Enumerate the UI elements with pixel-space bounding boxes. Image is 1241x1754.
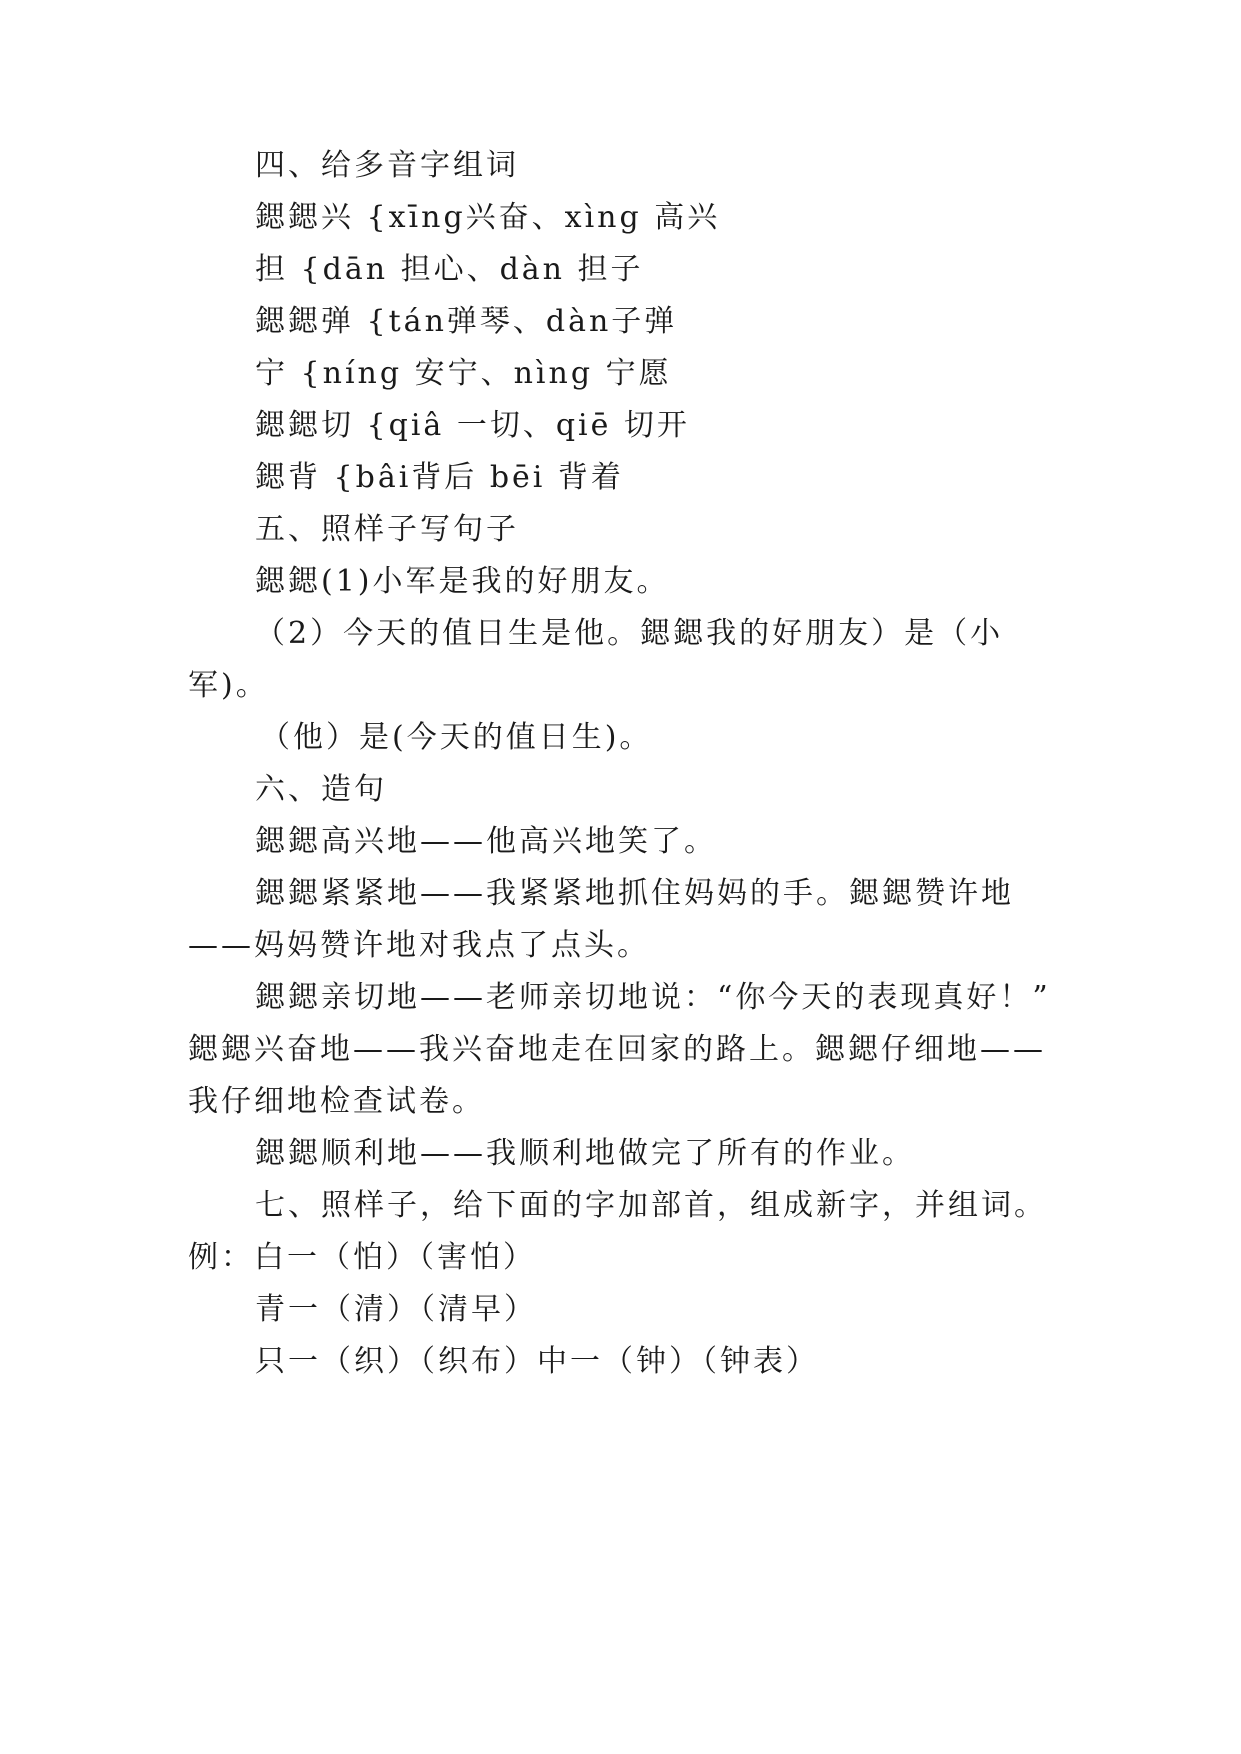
text-line: 鍶鍶顺利地——我顺利地做完了所有的作业。 <box>255 1136 915 1171</box>
text-line: 鍶鍶兴奋地——我兴奋地走在回家的路上。鍶鍶仔细地—— <box>188 1032 1046 1067</box>
text-line: 鍶鍶亲切地——老师亲切地说：“你今天的表现真好！” <box>255 980 1051 1015</box>
text-line: 鍶鍶弹 {tán弹琴、dàn子弹 <box>255 304 678 339</box>
text-line: 宁 {níng 安宁、nìng 宁愿 <box>255 356 672 391</box>
text-line: 青一（清）（清早） <box>255 1292 537 1327</box>
section-heading-7: 七、照样子，给下面的字加部首，组成新字，并组词。 <box>255 1188 1047 1223</box>
text-line: 只一（织）（织布）中一（钟）（钟表） <box>255 1344 819 1379</box>
text-line: 我仔细地检查试卷。 <box>188 1084 485 1119</box>
text-line: 担 {dān 担心、dàn 担子 <box>255 252 644 287</box>
section-heading-5: 五、照样子写句子 <box>255 512 519 547</box>
text-line: 军)。 <box>188 668 269 703</box>
text-line: （他）是(今天的值日生)。 <box>260 720 653 755</box>
section-heading-4: 四、给多音字组词 <box>255 148 519 183</box>
text-line: 鍶背 {bâi背后 bēi 背着 <box>255 460 624 495</box>
text-line: 鍶鍶兴 {xīng兴奋、xìng 高兴 <box>255 200 721 235</box>
text-line: 例：白一（怕）（害怕） <box>188 1240 536 1275</box>
text-line: ——妈妈赞许地对我点了点头。 <box>188 928 650 963</box>
text-line: （2）今天的值日生是他。鍶鍶我的好朋友）是（小 <box>255 616 1004 651</box>
text-line: 鍶鍶切 {qiâ 一切、qiē 切开 <box>255 408 690 443</box>
section-heading-6: 六、造句 <box>255 772 387 807</box>
text-line: 鍶鍶(1)小军是我的好朋友。 <box>255 564 670 599</box>
text-line: 鍶鍶高兴地——他高兴地笑了。 <box>255 824 717 859</box>
text-line: 鍶鍶紧紧地——我紧紧地抓住妈妈的手。鍶鍶赞许地 <box>255 876 1014 911</box>
